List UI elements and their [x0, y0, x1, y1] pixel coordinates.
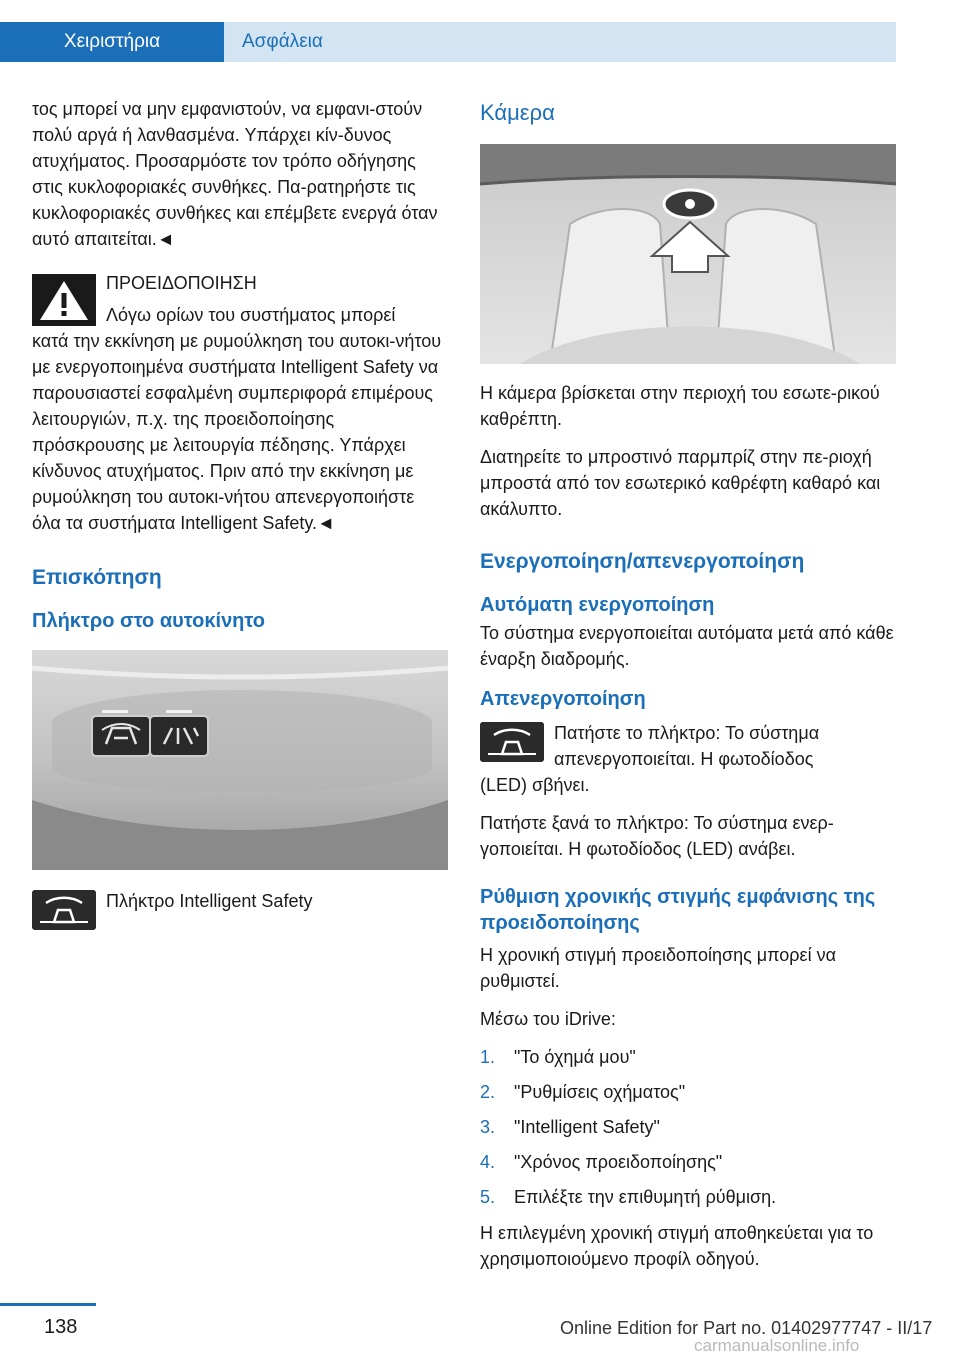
warning-block: [32, 270, 448, 536]
intelligent-safety-icon: [32, 890, 96, 930]
onoff-heading: Ενεργοποίηση/απενεργοποίηση: [480, 550, 805, 573]
button-caption: Πλήκτρο Intelligent Safety: [106, 891, 313, 911]
left-column: [32, 96, 448, 932]
step-number: 3.: [480, 1117, 496, 1137]
camera-photo: [480, 144, 896, 364]
step-number: 1.: [480, 1047, 496, 1067]
step-text: "Χρόνος προειδοποίησης": [514, 1152, 723, 1172]
auto-activation-heading: Αυτόματη ενεργοποίηση: [480, 594, 715, 616]
timing-text: Η χρονική στιγμή προειδοποίησης μπορεί να ρυθμιστεί.: [480, 945, 836, 991]
intelligent-safety-icon: [480, 722, 544, 762]
footer-rule: [0, 1303, 96, 1306]
deactivation-text: Πατήστε το πλήκτρο: Το σύστημα απενεργοποιείται. Η φωτοδίοδος: [554, 723, 820, 769]
idrive-text: Μέσω του iDrive:: [480, 1009, 616, 1029]
button-caption-row: [32, 888, 448, 932]
overview-heading: Επισκόπηση: [32, 566, 162, 589]
list-item: [480, 1184, 896, 1210]
warning-triangle-icon: [32, 274, 96, 326]
watermark: carmanualsonline.info: [694, 1336, 860, 1355]
tab-safety[interactable]: Ασφάλεια: [224, 22, 896, 62]
deactivation-led-text: (LED) σβήνει.: [480, 775, 590, 795]
step-number: 2.: [480, 1082, 496, 1102]
closing-text: Η επιλεγμένη χρονική στιγμή αποθηκεύεται για το χρησιμοποιούμενο προφίλ οδηγού.: [480, 1223, 874, 1269]
intro-paragraph: τος μπορεί να μην εμφανιστούν, να εμφανι-στούν πολύ αργά ή λανθασμένα. Υπάρχει κίν-δυνος ατυχήματος. Προσαρμόστε τον τρόπο οδήγησης στις κυκλοφοριακές συνθήκες. Πα-ρατηρήστε τις κυκλοφοριακές συνθήκες και επέμβετε ενεργά όταν αυτό απαιτείται.◄: [32, 99, 438, 249]
deactivation-row: [480, 720, 896, 772]
header-tabs: [0, 22, 896, 62]
warning-text: κατά την εκκίνηση με ρυμούλκηση του αυτοκι-νήτου με ενεργοποιημένα συστήματα Intelligent Safety να παρουσιαστεί εσφαλμένη συμπεριφορά επιμέρους λειτουργιών, π.χ. της προειδοποίησης πρόσκρουσης με λειτουργία πέδησης. Υπάρχει κίνδυνος ατυχήματος. Πριν από την εκκίνηση με ρυμούλκηση του αυτοκι-νήτου απενεργοποιήστε όλα τα συστήματα Intelligent Safety.◄: [32, 331, 442, 533]
list-item: [480, 1079, 896, 1105]
warning-title: ΠΡΟΕΙΔΟΠΟΙΗΣΗ: [106, 273, 257, 293]
camera-heading: Κάμερα: [480, 100, 555, 125]
button-heading: Πλήκτρο στο αυτοκίνητο: [32, 610, 265, 632]
step-text: "Το όχημά μου": [514, 1047, 636, 1067]
reactivation-text: Πατήστε ξανά το πλήκτρο: Το σύστημα ενερ-γοποιείται. Η φωτοδίοδος (LED) ανάβει.: [480, 813, 834, 859]
deactivation-heading: Απενεργοποίηση: [480, 688, 646, 710]
tab-controls[interactable]: Χειριστήρια: [0, 22, 224, 62]
step-number: 5.: [480, 1187, 496, 1207]
page-number: 138: [44, 1316, 78, 1338]
camera-location-text: Η κάμερα βρίσκεται στην περιοχή του εσωτε-ρικού καθρέπτη.: [480, 383, 880, 429]
list-item: [480, 1044, 896, 1070]
button-photo: [32, 650, 448, 870]
step-text: "Ρυθμίσεις οχήματος": [514, 1082, 686, 1102]
step-text: "Intelligent Safety": [514, 1117, 660, 1137]
camera-clean-text: Διατηρείτε το μπροστινό παρμπρίζ στην πε-ριοχή μπροστά από τον εσωτερικό καθρέφτη καθαρό και ακάλυπτο.: [480, 447, 881, 519]
auto-activation-text: Το σύστημα ενεργοποιείται αυτόματα μετά από κάθε έναρξη διαδρομής.: [480, 623, 894, 669]
list-item: [480, 1114, 896, 1140]
edition-text: Online Edition for Part no. 01402977747 - II/17: [560, 1318, 933, 1338]
list-item: [480, 1149, 896, 1175]
warning-first-line: Λόγω ορίων του συστήματος μπορεί: [106, 305, 396, 325]
step-number: 4.: [480, 1152, 496, 1172]
idrive-steps: [480, 1044, 896, 1210]
timing-heading: Ρύθμιση χρονικής στιγμής εμφάνισης της προειδοποίησης: [480, 886, 876, 934]
right-column: [480, 96, 896, 1284]
step-text: Επιλέξτε την επιθυμητή ρύθμιση.: [514, 1187, 777, 1207]
